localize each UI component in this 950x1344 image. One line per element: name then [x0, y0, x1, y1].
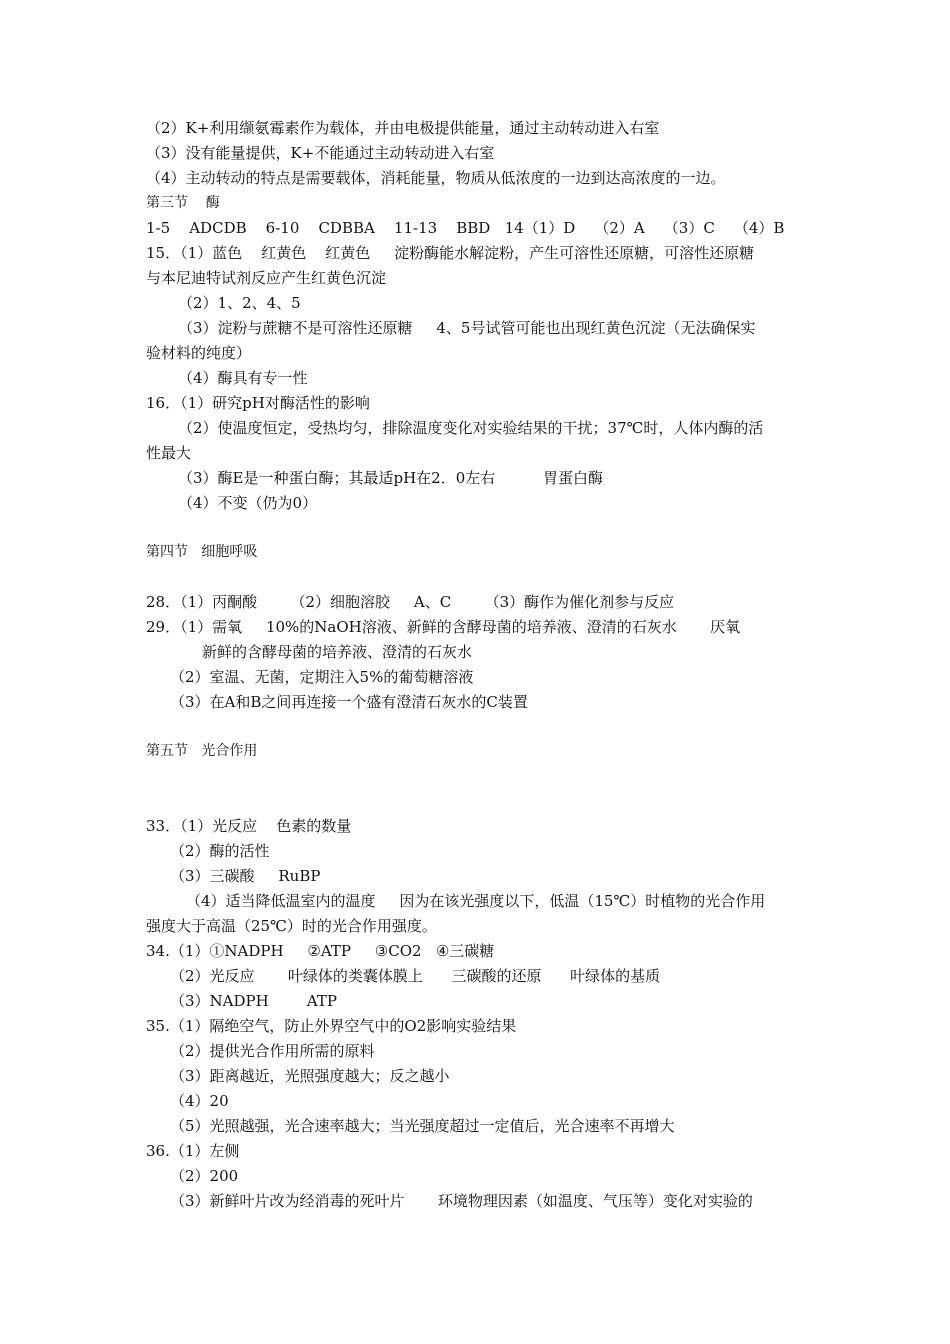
- line-text: 28．（1）丙酮酸 （2）细胞溶胶 A、C （3）酶作为催化剂参与反应: [146, 593, 675, 611]
- text-line: [170, 866, 810, 886]
- text-line: [178, 418, 810, 438]
- text-line: [146, 218, 810, 238]
- line-text: （5）光照越强，光合速率越大；当光强度超过一定值后，光合速率不再增大: [170, 1117, 675, 1135]
- text-line: [146, 1016, 810, 1036]
- text-line: [146, 343, 810, 363]
- line-text: 与本尼迪特试剂反应产生红黄色沉淀: [146, 269, 387, 287]
- text-line: [146, 941, 810, 961]
- line-text: （3）在A和B之间再连接一个盛有澄清石灰水的C装置: [170, 693, 528, 711]
- line-text: （2）使温度恒定，受热均匀，排除温度变化对实验结果的干扰；37℃时，人体内酶的活: [178, 419, 764, 437]
- line-text: 新鲜的含酵母菌的培养液、澄清的石灰水: [202, 643, 473, 661]
- line-text: 第四节 细胞呼吸: [146, 544, 258, 560]
- text-line: [146, 268, 810, 288]
- text-line: [146, 243, 810, 263]
- section-heading: [146, 741, 810, 761]
- text-line: [170, 1041, 810, 1061]
- text-line: [170, 1191, 810, 1211]
- text-line: [146, 118, 810, 138]
- line-text: 29．（1）需氧 10%的NaOH溶液、新鲜的含酵母菌的培养液、澄清的石灰水 厌氧: [146, 618, 741, 636]
- line-text: 第五节 光合作用: [146, 743, 258, 759]
- text-line: [170, 692, 810, 712]
- line-text: （3）NADPH ATP: [170, 992, 337, 1010]
- line-text: （3）没有能量提供，K+不能通过主动转动进入右室: [146, 144, 495, 162]
- text-line: [178, 368, 810, 388]
- line-text: （2）光反应 叶绿体的类囊体膜上 三碳酸的还原 叶绿体的基质: [170, 967, 661, 985]
- text-line: [146, 143, 810, 163]
- line-text: （3）新鲜叶片改为经消毒的死叶片 环境物理因素（如温度、气压等）变化对实验的: [170, 1192, 753, 1210]
- text-line: [146, 916, 810, 936]
- line-text: （3）淀粉与蔗糖不是可溶性还原糖 4、5号试管可能也出现红黄色沉淀（无法确保实: [178, 319, 756, 337]
- text-line: [186, 891, 810, 911]
- line-text: 1-5 ADCDB 6-10 CDBBA 11-13 BBD 14（1）D （2）A （3）C （4）B: [146, 219, 785, 237]
- text-line: [170, 1116, 810, 1136]
- line-text: （4）酶具有专一性: [178, 369, 308, 387]
- line-text: 第三节 酶: [146, 195, 220, 211]
- text-line: [178, 318, 810, 338]
- line-text: 35.（1）隔绝空气，防止外界空气中的O2影响实验结果: [146, 1017, 517, 1035]
- text-line: [202, 642, 810, 662]
- text-line: [178, 293, 810, 313]
- text-line: [170, 991, 810, 1011]
- text-line: [170, 1066, 810, 1086]
- text-line: [170, 1166, 810, 1186]
- line-text: 强度大于高温（25℃）时的光合作用强度。: [146, 917, 437, 935]
- line-text: （3）距离越近，光照强度越大；反之越小: [170, 1067, 450, 1085]
- line-text: 33．（1）光反应 色素的数量: [146, 817, 352, 835]
- line-text: 34.（1）①NADPH ②ATP ③CO2 ④三碳糖: [146, 942, 495, 960]
- line-text: 15．（1）蓝色 红黄色 红黄色 淀粉酶能水解淀粉，产生可溶性还原糖，可溶性还原糖: [146, 244, 755, 262]
- text-line: [170, 966, 810, 986]
- text-line: [170, 841, 810, 861]
- text-line: [146, 393, 810, 413]
- text-line: [146, 617, 810, 637]
- line-text: 16．（1）研究pH对酶活性的影响: [146, 394, 370, 412]
- line-text: （4）适当降低温室内的温度 因为在该光强度以下，低温（15℃）时植物的光合作用: [186, 892, 766, 910]
- line-text: （2）K+利用缬氨霉素作为载体，并由电极提供能量，通过主动转动进入右室: [146, 119, 660, 137]
- text-line: [170, 667, 810, 687]
- text-line: [146, 443, 810, 463]
- text-line: [146, 592, 810, 612]
- line-text: （2）室温、无菌，定期注入5%的葡萄糖溶液: [170, 668, 474, 686]
- line-text: （2）提供光合作用所需的原料: [170, 1042, 375, 1060]
- line-text: （2）1、2、4、5: [178, 294, 301, 312]
- line-text: （3）酶E是一种蛋白酶；其最适pH在2．0左右 胃蛋白酶: [178, 469, 603, 487]
- text-line: [170, 1091, 810, 1111]
- text-line: [146, 168, 810, 188]
- text-line: [146, 816, 810, 836]
- line-text: （4）主动转动的特点是需要载体，消耗能量，物质从低浓度的一边到达高浓度的一边。: [146, 169, 726, 187]
- line-text: 验材料的纯度）: [146, 344, 252, 362]
- line-text: （4）不变（仍为0）: [178, 494, 318, 512]
- text-line: [178, 493, 810, 513]
- line-text: （2）酶的活性: [170, 842, 270, 860]
- line-text: 36.（1）左侧: [146, 1142, 240, 1160]
- line-text: （3）三碳酸 RuBP: [170, 867, 321, 885]
- section-heading: [146, 193, 810, 213]
- section-heading: [146, 542, 810, 562]
- text-line: [178, 468, 810, 488]
- line-text: （2）200: [170, 1167, 239, 1185]
- text-line: [146, 1141, 810, 1161]
- line-text: （4）20: [170, 1092, 229, 1110]
- line-text: 性最大: [146, 444, 192, 462]
